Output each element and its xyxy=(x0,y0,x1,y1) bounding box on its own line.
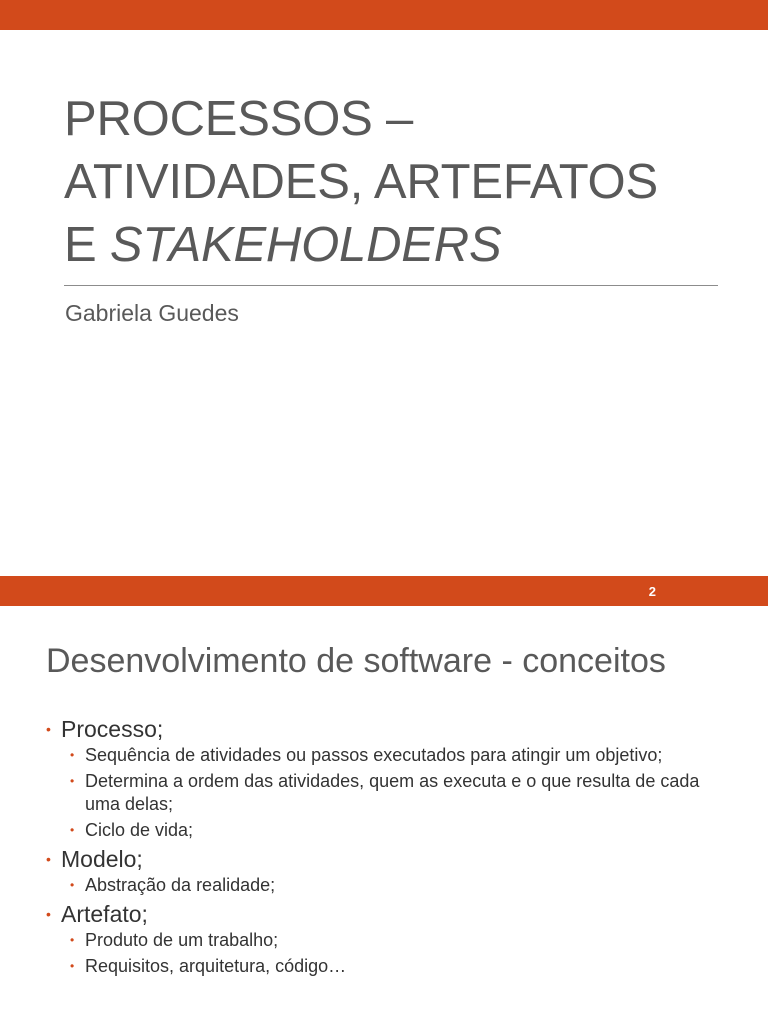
bullet-icon: • xyxy=(70,774,75,788)
bullet-icon: • xyxy=(70,959,75,973)
list-item xyxy=(46,929,736,952)
list-item xyxy=(46,955,736,978)
bullet-icon: • xyxy=(46,721,51,737)
list-item xyxy=(46,899,736,929)
bullet-text: Sequência de atividades ou passos executados para atingir um objetivo; xyxy=(85,745,663,765)
bullet-text: Processo; xyxy=(61,716,164,742)
author-name: Gabriela Guedes xyxy=(65,300,239,326)
slide-2 xyxy=(0,576,768,1024)
slide-title xyxy=(64,88,744,277)
slide-top-bar xyxy=(0,576,768,606)
title-divider xyxy=(64,285,718,286)
bullet-text: Abstração da realidade; xyxy=(85,875,276,895)
bullet-icon: • xyxy=(70,823,75,837)
bullet-text: Artefato; xyxy=(61,901,148,927)
bullet-text: Ciclo de vida; xyxy=(85,820,194,840)
title-line-2: ATIVIDADES, ARTEFATOS xyxy=(64,155,658,209)
list-item xyxy=(46,770,736,816)
bullet-text: Requisitos, arquitetura, código… xyxy=(85,956,347,976)
bullet-icon: • xyxy=(70,748,75,762)
slide-top-bar xyxy=(0,0,768,30)
bullet-icon: • xyxy=(46,906,51,922)
bullet-icon: • xyxy=(46,851,51,867)
list-item xyxy=(46,744,736,767)
bullet-text: Determina a ordem das atividades, quem as executa e o que resulta de cada uma delas; xyxy=(85,771,700,814)
bullet-text: Modelo; xyxy=(61,846,143,872)
bullet-text: Produto de um trabalho; xyxy=(85,930,279,950)
title-line-3 xyxy=(64,214,744,277)
page-number: 2 xyxy=(648,584,656,599)
list-item xyxy=(46,844,736,874)
bullet-icon: • xyxy=(70,878,75,892)
title-line-3-prefix: E xyxy=(64,218,110,272)
title-line-3-italic: STAKEHOLDERS xyxy=(109,218,502,272)
list-item xyxy=(46,714,736,744)
bullet-icon: • xyxy=(70,933,75,947)
list-item xyxy=(46,874,736,897)
list-item xyxy=(46,819,736,842)
title-line-1: PROCESSOS – xyxy=(64,92,414,146)
slide-title: Desenvolvimento de software - conceitos xyxy=(46,642,666,680)
bullet-list xyxy=(46,712,736,978)
